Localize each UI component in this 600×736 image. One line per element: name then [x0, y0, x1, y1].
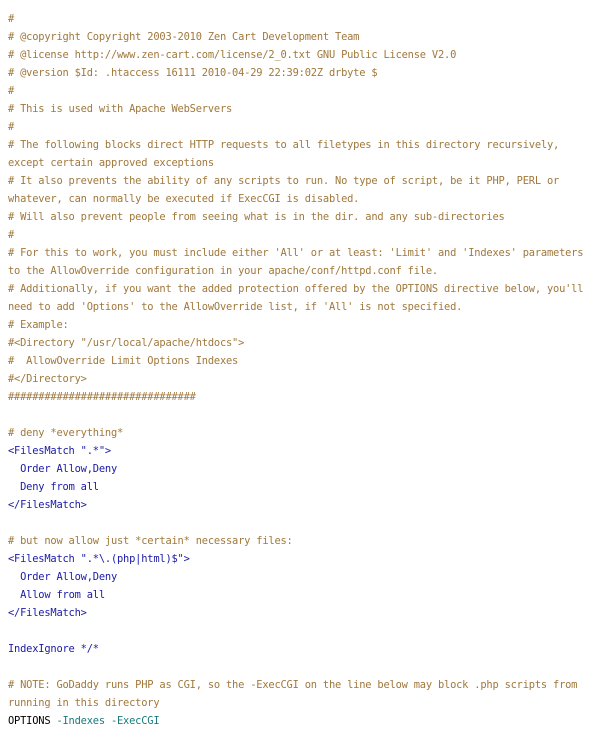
comment-line: ############################### [8, 391, 196, 403]
code-line: </FilesMatch> [8, 607, 87, 619]
comment-line: # This is used with Apache WebServers [8, 103, 233, 115]
comment-line: # Will also prevent people from seeing what is in the dir. and any sub-directories [8, 211, 505, 223]
comment-line: #<Directory "/usr/local/apache/htdocs"> [8, 337, 245, 349]
code-line: Deny from all [8, 481, 99, 493]
code-line: </FilesMatch> [8, 499, 87, 511]
comment-line: # @license http://www.zen-cart.com/license/2_0.txt GNU Public License V2.0 [8, 49, 457, 61]
comment-line: # [8, 229, 15, 241]
options-keyword: OPTIONS [8, 715, 51, 727]
code-line [8, 712, 592, 730]
code-line: Allow from all [8, 589, 105, 601]
code-line: Order Allow,Deny [8, 463, 118, 475]
comment-line: # but now allow just *certain* necessary files: [8, 535, 293, 547]
code-line: <FilesMatch ".*"> [8, 445, 111, 457]
comment-line: # Additionally, if you want the added protection offered by the OPTIONS directive below, you'll need to add 'Options' to the AllowOverride list, if 'All' is not specified. [8, 283, 590, 313]
comment-line: # deny *everything* [8, 427, 124, 439]
blank-line [8, 622, 592, 640]
code-line: <FilesMatch ".*\.(php|html)$"> [8, 553, 190, 565]
comment-line: # It also prevents the ability of any scripts to run. No type of script, be it PHP, PERL or whatever, can normally be executed if ExecCGI is disabled. [8, 175, 566, 205]
comment-line: # AllowOverride Limit Options Indexes [8, 355, 239, 367]
blank-line [8, 406, 592, 424]
code-line: Order Allow,Deny [8, 571, 118, 583]
options-arguments: -Indexes -ExecCGI [50, 715, 160, 727]
comment-line: # NOTE: GoDaddy runs PHP as CGI, so the -ExecCGI on the line below may block .php scripts from running in this directory [8, 679, 584, 709]
comment-line: # The following blocks direct HTTP requests to all filetypes in this directory recursively, except certain approved exceptions [8, 139, 566, 169]
comment-line: # [8, 121, 15, 133]
comment-line: # @copyright Copyright 2003-2010 Zen Cart Development Team [8, 31, 360, 43]
comment-line: # @version $Id: .htaccess 16111 2010-04-29 22:39:02Z drbyte $ [8, 67, 378, 79]
comment-line: # For this to work, you must include either 'All' or at least: 'Limit' and 'Indexes' parameters to the AllowOverride configuration in your apache/conf/httpd.conf file. [8, 247, 590, 277]
comment-line: #</Directory> [8, 373, 87, 385]
blank-line [8, 658, 592, 676]
comment-line: # [8, 85, 15, 97]
htaccess-file-content [8, 10, 592, 730]
blank-line [8, 514, 592, 532]
comment-line: # Example: [8, 319, 69, 331]
comment-line: # [8, 13, 15, 25]
code-line: IndexIgnore */* [8, 643, 99, 655]
